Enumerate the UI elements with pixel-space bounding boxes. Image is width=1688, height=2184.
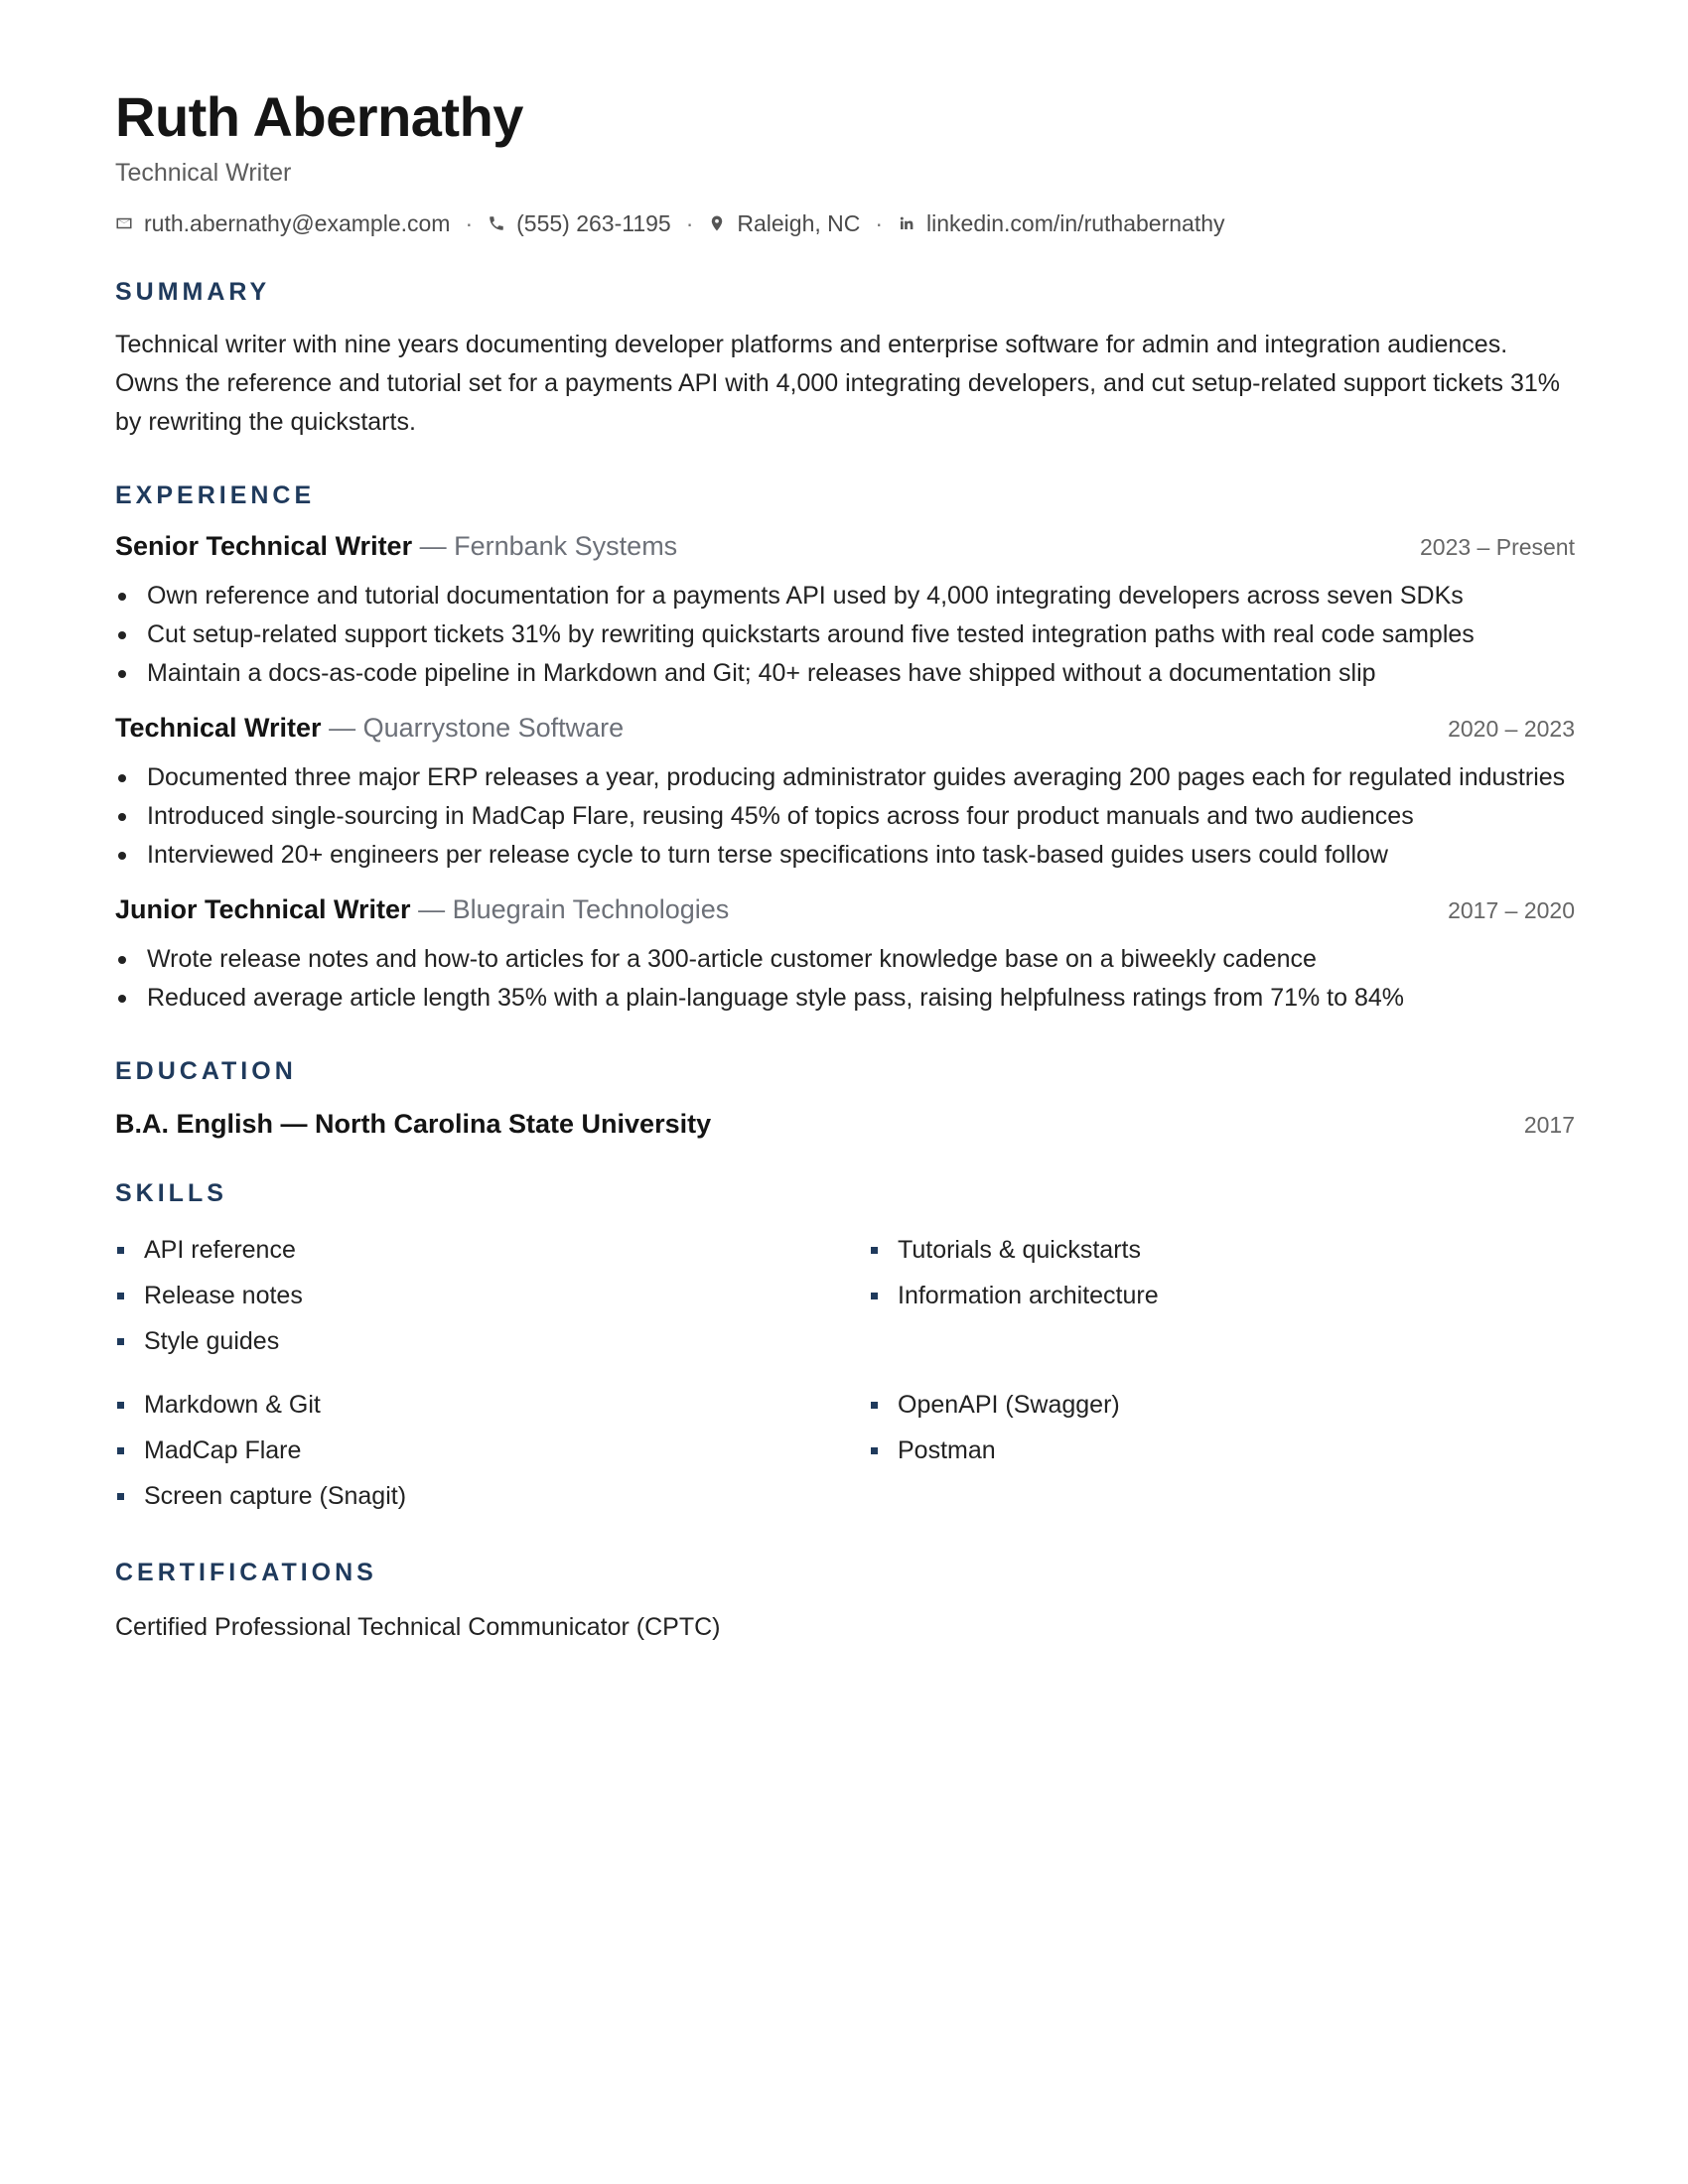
job-header	[115, 531, 1575, 569]
education-section	[115, 1055, 1575, 1140]
job-bullet: Wrote release notes and how-to articles for a 300-article customer knowledge base on a biweekly cadence	[115, 940, 1575, 979]
skill-item: Tutorials & quickstarts	[869, 1227, 1564, 1273]
skills-grid	[115, 1227, 1575, 1364]
job-company: — Fernbank Systems	[412, 531, 678, 561]
job-role-line	[115, 713, 624, 744]
contact-linkedin-text: linkedin.com/in/ruthabernathy	[926, 209, 1225, 236]
contact-separator: ·	[465, 209, 474, 236]
job-title: Senior Technical Writer	[115, 531, 413, 561]
experience-section	[115, 479, 1575, 1018]
skill-item: API reference	[115, 1227, 869, 1273]
skills-group	[115, 1227, 1575, 1364]
job-role-line	[115, 531, 677, 562]
phone-icon	[488, 214, 505, 232]
skill-item: MadCap Flare	[115, 1428, 869, 1473]
section-heading-education: EDUCATION	[115, 1057, 297, 1085]
certification-item: Certified Professional Technical Communicator (CPTC)	[115, 1613, 721, 1641]
job-header	[115, 713, 1575, 751]
skills-group	[115, 1382, 1575, 1519]
education-entry	[115, 1109, 1575, 1140]
contact-separator: ·	[685, 209, 694, 236]
job-company: — Bluegrain Technologies	[410, 894, 730, 924]
job-title: Junior Technical Writer	[115, 894, 411, 924]
skill-item: Markdown & Git	[115, 1382, 869, 1428]
candidate-name: Ruth Abernathy	[115, 85, 523, 148]
location-pin-icon	[708, 214, 726, 232]
job-bullet: Maintain a docs-as-code pipeline in Markdown and Git; 40+ releases have shipped without a documentation slip	[115, 654, 1575, 693]
job-role-line	[115, 894, 729, 925]
section-heading-skills: SKILLS	[115, 1179, 227, 1207]
job-bullets	[115, 940, 1575, 1018]
contact-location	[708, 210, 860, 237]
job-bullet: Own reference and tutorial documentation for a payments API used by 4,000 integrating developers across seven SDKs	[115, 577, 1575, 615]
skill-item: OpenAPI (Swagger)	[869, 1382, 1564, 1428]
skill-item: Postman	[869, 1428, 1564, 1473]
contact-email-text: ruth.abernathy@example.com	[144, 209, 451, 236]
skill-item: Information architecture	[869, 1273, 1564, 1318]
job-bullets	[115, 758, 1575, 875]
job-entry	[115, 531, 1575, 693]
job-bullet: Documented three major ERP releases a year, producing administrator guides averaging 200 pages each for regulated industries	[115, 758, 1575, 797]
job-header	[115, 894, 1575, 932]
contact-phone-text: (555) 263-1195	[516, 209, 671, 236]
skills-section	[115, 1177, 1575, 1519]
job-dates: 2020 – 2023	[1448, 716, 1575, 742]
job-company: — Quarrystone Software	[321, 713, 625, 743]
skills-column-right	[869, 1227, 1564, 1364]
job-entry	[115, 894, 1575, 1018]
candidate-title: Technical Writer	[115, 159, 292, 187]
job-title: Technical Writer	[115, 713, 322, 743]
summary-text: Technical writer with nine years documenting developer platforms and enterprise software for admin and integration audiences. Owns the reference and tutorial set for a payments API with 4,000 integrating developers, and cut setup-related support tickets 31% by rewriting the quickstarts.	[115, 331, 1560, 436]
envelope-icon	[115, 214, 133, 232]
skills-column-left	[115, 1227, 869, 1364]
skills-column-left	[115, 1382, 869, 1519]
job-bullets	[115, 577, 1575, 693]
skills-column-right	[869, 1382, 1564, 1519]
job-bullet: Introduced single-sourcing in MadCap Flare, reusing 45% of topics across four product manuals and two audiences	[115, 797, 1575, 836]
section-heading-summary: SUMMARY	[115, 278, 271, 306]
section-heading-experience: EXPERIENCE	[115, 481, 316, 509]
resume-page	[115, 85, 1575, 1644]
job-bullet: Interviewed 20+ engineers per release cycle to turn terse specifications into task-based guides users could follow	[115, 836, 1575, 875]
job-entry	[115, 713, 1575, 875]
contact-email[interactable]	[115, 210, 450, 237]
contact-separator: ·	[875, 209, 884, 236]
education-year: 2017	[1523, 1112, 1575, 1138]
contact-location-text: Raleigh, NC	[737, 209, 861, 236]
education-degree: B.A. English — North Carolina State University	[115, 1109, 712, 1139]
job-dates: 2017 – 2020	[1448, 897, 1575, 923]
contact-bar	[115, 206, 1575, 240]
linkedin-icon	[898, 214, 915, 232]
summary-section	[115, 276, 1575, 442]
contact-phone[interactable]	[488, 210, 671, 237]
contact-linkedin[interactable]	[898, 210, 1224, 237]
job-bullet: Cut setup-related support tickets 31% by rewriting quickstarts around five tested integration paths with real code samples	[115, 615, 1575, 654]
job-dates: 2023 – Present	[1419, 534, 1575, 560]
job-bullet: Reduced average article length 35% with a plain-language style pass, raising helpfulness ratings from 71% to 84%	[115, 979, 1575, 1018]
certifications-section	[115, 1557, 1575, 1644]
skills-grid	[115, 1382, 1575, 1519]
section-heading-certifications: CERTIFICATIONS	[115, 1559, 377, 1586]
skill-item: Release notes	[115, 1273, 869, 1318]
skill-item: Style guides	[115, 1318, 869, 1364]
skill-item: Screen capture (Snagit)	[115, 1473, 869, 1519]
